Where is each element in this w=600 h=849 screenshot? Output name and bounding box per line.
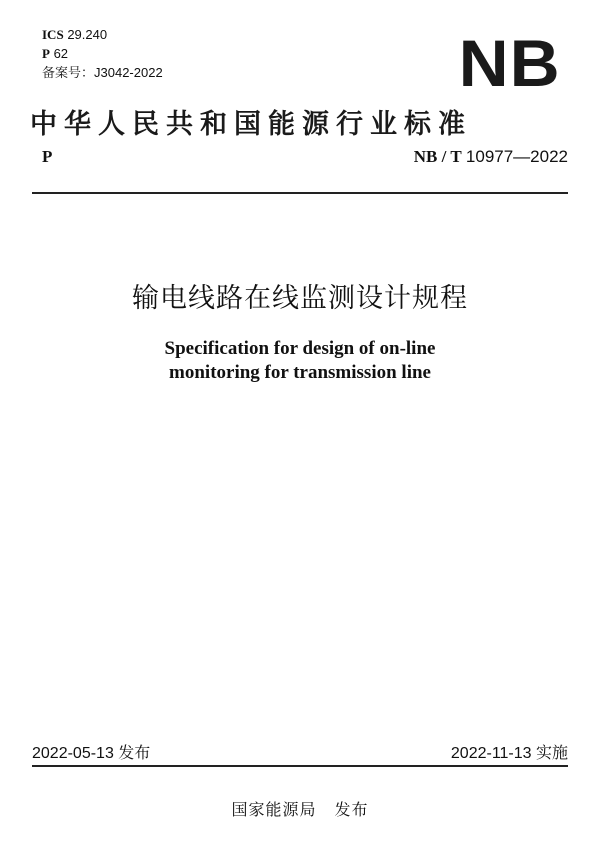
standard-number [414,147,568,167]
standard-code: 10977—2022 [465,147,568,166]
record-number: J3042-2022 [94,65,163,80]
ics-code: 29.240 [67,27,108,42]
class-code: 62 [53,46,69,61]
nb-logo: NB [458,26,561,100]
class-line [42,46,68,62]
title-english-line2: monitoring for transmission line [169,362,431,383]
issuer-name: 国家能源局 [231,800,317,819]
standard-prefix: NB / T [413,147,462,166]
implementation-date: 2022-11-13 实施 [450,745,568,762]
record-label: 备案号： [42,65,95,80]
ics-line [42,27,107,43]
record-line [42,65,163,81]
issuer-action: 发布 [334,800,369,819]
footer-divider [32,765,568,767]
issue-date: 2022-05-13 发布 [32,745,151,762]
issuer-line [0,797,600,820]
title-english-line1: Specification for design of on-line [164,338,436,359]
org-title: 中华人民共和国能源行业标准 [30,109,472,140]
title-chinese: 输电线路在线监测设计规程 [132,283,468,314]
category-letter: P [42,147,53,166]
header-divider [32,192,568,194]
ics-label: ICS [42,27,64,42]
class-letter: P [42,46,50,61]
